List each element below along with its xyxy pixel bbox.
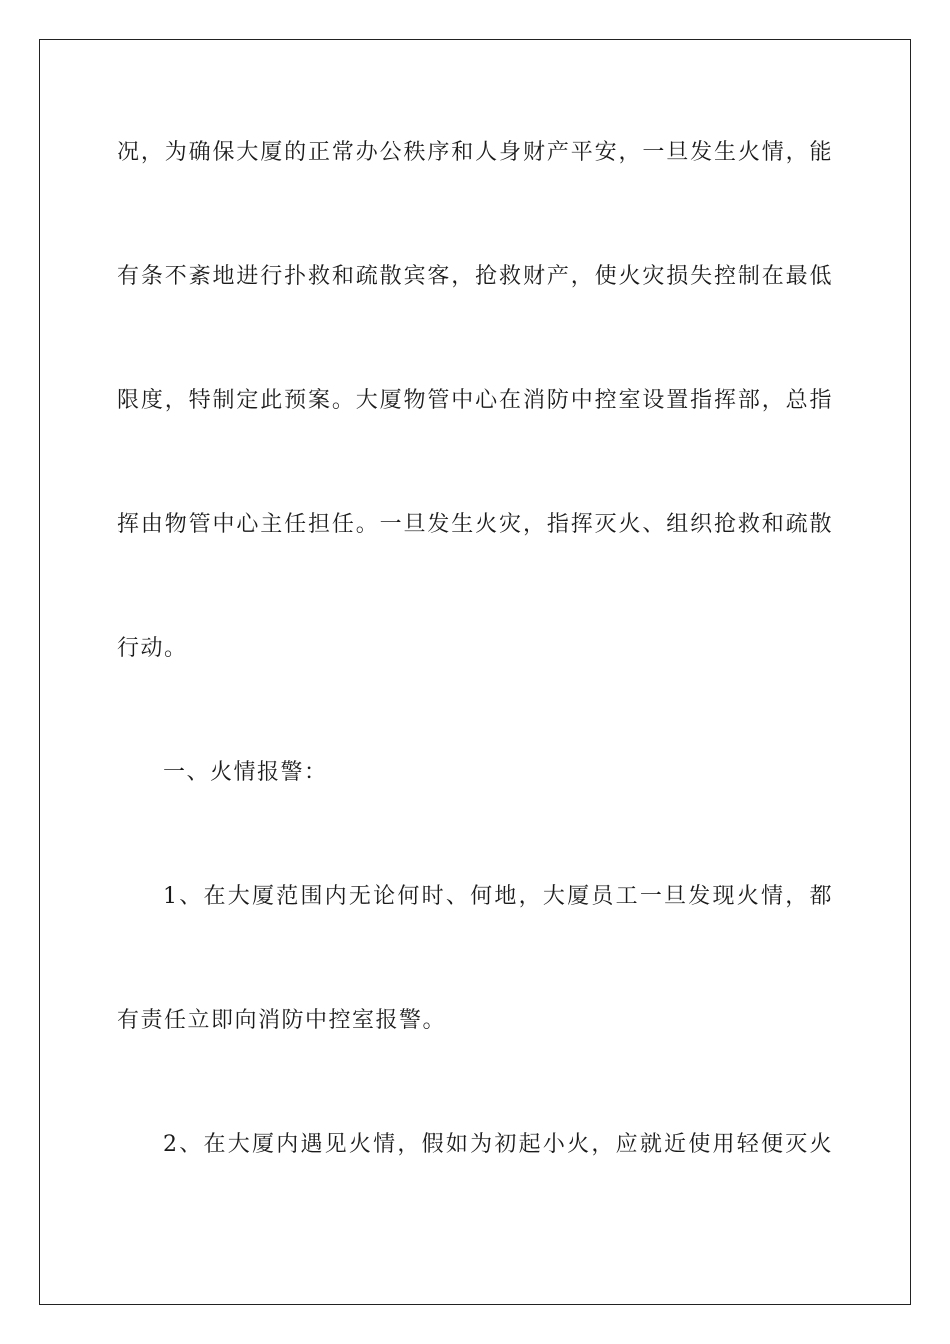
list-item-line: 2、在大厦内遇见火情，假如为初起小火，应就近使用轻便灭火	[163, 1132, 833, 1157]
list-item-line: 有责任立即向消防中控室报警。	[117, 1008, 447, 1033]
paragraph-line: 况，为确保大厦的正常办公秩序和人身财产平安，一旦发生火情，能	[117, 140, 833, 165]
paragraph-line: 挥由物管中心主任担任。一旦发生火灾，指挥灭火、组织抢救和疏散	[117, 512, 833, 537]
paragraph-line: 行动。	[117, 636, 188, 661]
paragraph-line: 有条不紊地进行扑救和疏散宾客，抢救财产，使火灾损失控制在最低	[117, 264, 833, 289]
section-heading: 一、火情报警：	[163, 760, 328, 785]
list-item-line: 1、在大厦范围内无论何时、何地，大厦员工一旦发现火情，都	[163, 884, 833, 909]
paragraph-line: 限度，特制定此预案。大厦物管中心在消防中控室设置指挥部，总指	[117, 388, 833, 413]
page-frame	[39, 39, 911, 1305]
